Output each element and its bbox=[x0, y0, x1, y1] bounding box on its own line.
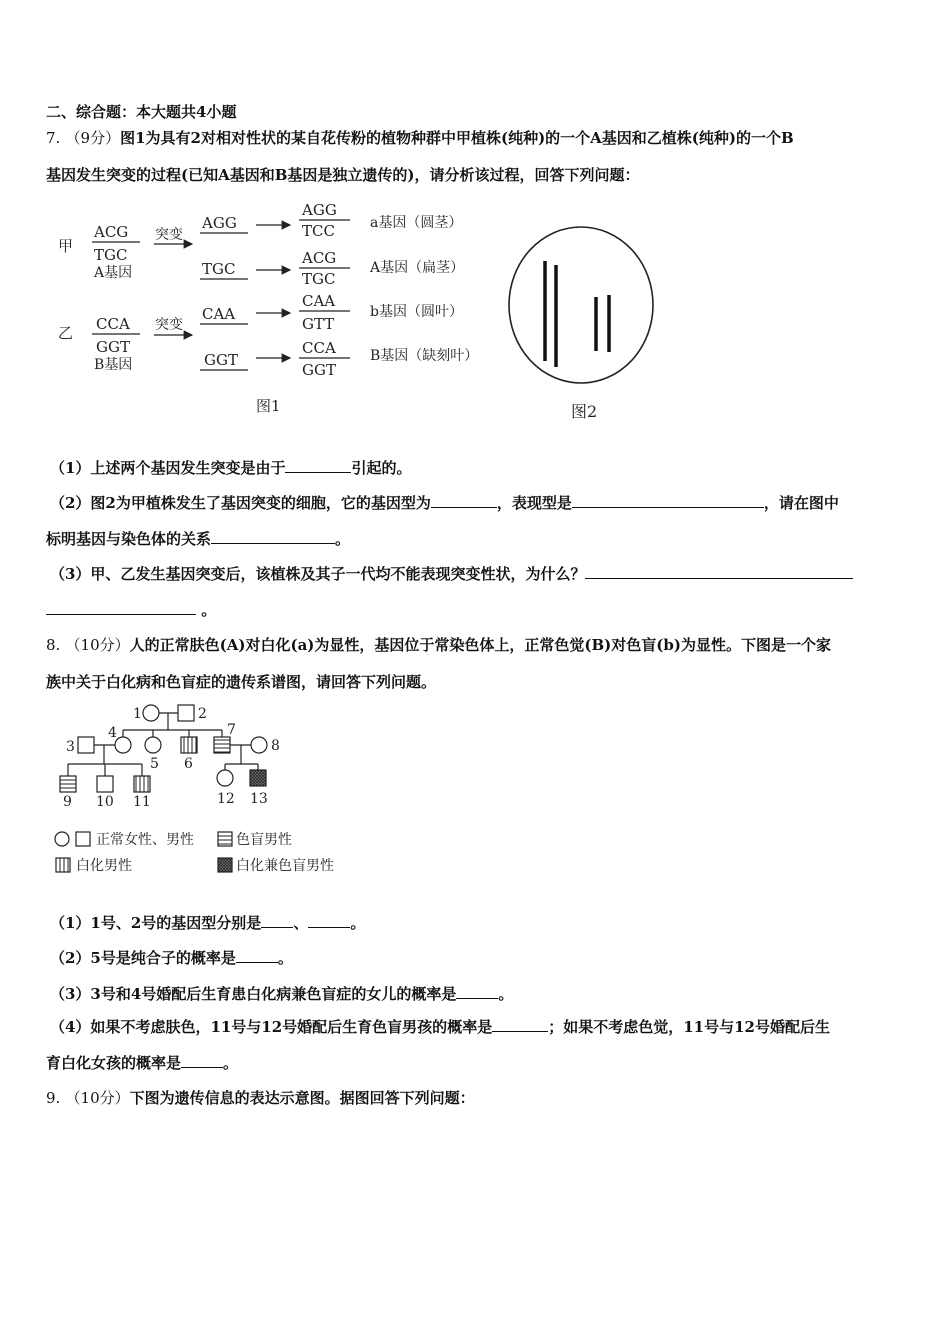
person-2 bbox=[178, 705, 194, 721]
q8-sub3-end: 。 bbox=[498, 985, 514, 1003]
legend-albino-icon bbox=[56, 858, 70, 872]
r1-label: a基因（圆茎） bbox=[370, 215, 463, 231]
q8-sub4-text-c: 育白化女孩的概率是 bbox=[46, 1054, 182, 1072]
q7-sub2 bbox=[50, 493, 839, 513]
label-10: 10 bbox=[96, 794, 114, 810]
legend-colorblind-text: 色盲男性 bbox=[236, 832, 292, 848]
legend-normal-female-icon bbox=[55, 832, 69, 846]
q7-sub2-text-c: ，请在图中 bbox=[763, 494, 839, 512]
label-yi: 乙 bbox=[58, 324, 74, 342]
q8-stem-line2: 族中关于白化病和色盲症的遗传系谱图，请回答下列问题。 bbox=[46, 673, 437, 691]
person-7 bbox=[214, 737, 230, 753]
q8-sub4-text: （4）如果不考虑肤色，11号与12号婚配后生育色盲男孩的概率是 bbox=[50, 1018, 493, 1036]
r2-top: ACG bbox=[302, 249, 337, 267]
label-4: 4 bbox=[108, 725, 117, 741]
q7-sub1-text: （1）上述两个基因发生突变是由于 bbox=[50, 459, 286, 477]
q7-sub3-line2 bbox=[46, 600, 216, 620]
legend-colorblind-icon bbox=[218, 832, 232, 846]
q7-sub2-text-b: ，表现型是 bbox=[496, 494, 572, 512]
label-8: 8 bbox=[271, 738, 280, 754]
label-9: 9 bbox=[63, 794, 72, 810]
person-10 bbox=[97, 776, 113, 792]
q9-score: （10分） bbox=[65, 1089, 130, 1107]
q7-sub3-end: 。 bbox=[201, 601, 217, 619]
yi-mut-strand-2: GGT bbox=[204, 351, 238, 369]
q7-sub3-text: （3）甲、乙发生基因突变后，该植株及其子一代均不能表现突变性状，为什么？ bbox=[50, 565, 586, 583]
q7-stem-text1: 图1为具有2对相对性状的某自花传粉的植物种群中甲植株(纯种)的一个A基因和乙植株(纯种)的一个B bbox=[120, 129, 794, 147]
label-6: 6 bbox=[184, 756, 193, 772]
cell-outline bbox=[509, 227, 653, 383]
label-11: 11 bbox=[133, 794, 151, 810]
q8-sub4-end: 。 bbox=[223, 1054, 239, 1072]
q7-sub1-end: 引起的。 bbox=[351, 459, 412, 477]
q8-sub4-blank-1[interactable] bbox=[492, 1017, 548, 1032]
yi-bottom-strand: GGT bbox=[96, 338, 130, 356]
person-1 bbox=[143, 705, 159, 721]
person-5 bbox=[145, 737, 161, 753]
r4-bottom: GGT bbox=[302, 361, 336, 379]
q8-sub3-blank[interactable] bbox=[456, 984, 498, 999]
q9-stem-text: 下图为遗传信息的表达示意图。据图回答下列问题： bbox=[129, 1089, 475, 1107]
person-6 bbox=[181, 737, 197, 753]
r1-bottom: TCC bbox=[302, 222, 335, 240]
q7-sub2-blank-genotype[interactable] bbox=[431, 493, 497, 508]
yi-top-strand: CCA bbox=[96, 315, 130, 333]
person-12 bbox=[217, 770, 233, 786]
q8-sub4-blank-2[interactable] bbox=[181, 1053, 223, 1068]
q8-sub1-blank-1[interactable] bbox=[261, 913, 293, 928]
q8-sub2-text: （2）5号是纯合子的概率是 bbox=[50, 949, 236, 967]
q7-sub2-line2 bbox=[46, 529, 350, 549]
legend-albino-text: 白化男性 bbox=[76, 858, 132, 874]
q8-sub1-blank-2[interactable] bbox=[308, 913, 350, 928]
person-9 bbox=[60, 776, 76, 792]
q7-sub3-blank-cont[interactable] bbox=[46, 600, 196, 615]
legend-normal-text: 正常女性、男性 bbox=[96, 832, 194, 848]
person-11 bbox=[134, 776, 150, 792]
q8-sub2-end: 。 bbox=[277, 949, 293, 967]
figure2-caption: 图2 bbox=[571, 402, 598, 421]
label-12: 12 bbox=[217, 791, 235, 807]
person-4 bbox=[115, 737, 131, 753]
q8-sub1-text: （1）1号、2号的基因型分别是 bbox=[50, 914, 262, 932]
jia-gene-label: A基因 bbox=[94, 265, 133, 281]
person-3 bbox=[78, 737, 94, 753]
q8-sub3 bbox=[50, 984, 513, 1004]
q8-sub4 bbox=[50, 1017, 830, 1037]
q7-number: 7. bbox=[46, 129, 61, 147]
q8-score: （10分） bbox=[65, 636, 130, 654]
person-8 bbox=[251, 737, 267, 753]
person-13 bbox=[250, 770, 266, 786]
r4-label: B基因（缺刻叶） bbox=[370, 348, 479, 364]
label-13: 13 bbox=[250, 791, 268, 807]
label-jia: 甲 bbox=[58, 237, 74, 255]
q8-sub4-line2 bbox=[46, 1053, 238, 1073]
q7-sub1 bbox=[50, 458, 411, 478]
jia-mutation-label: 突变 bbox=[155, 227, 183, 243]
q7-sub2-blank-relation[interactable] bbox=[211, 529, 335, 544]
q7-sub2-end: 。 bbox=[335, 530, 351, 548]
q9-number: 9. bbox=[46, 1089, 61, 1107]
q8-sub2-blank[interactable] bbox=[236, 948, 278, 963]
q8-sub1-sep: 、 bbox=[293, 914, 309, 932]
yi-mutation-label: 突变 bbox=[155, 317, 183, 333]
q8-sub1 bbox=[50, 913, 365, 933]
section-title: 二、综合题：本大题共4小题 bbox=[46, 103, 237, 121]
yi-mut-strand-1: CAA bbox=[202, 305, 236, 323]
q7-sub2-text-d: 标明基因与染色体的关系 bbox=[46, 530, 212, 548]
r3-label: b基因（圆叶） bbox=[370, 304, 463, 320]
r4-top: CCA bbox=[302, 339, 336, 357]
jia-mut-strand-2: TGC bbox=[202, 260, 236, 278]
pedigree-chart bbox=[50, 698, 360, 888]
q8-sub2 bbox=[50, 948, 293, 968]
label-3: 3 bbox=[66, 739, 75, 755]
q7-sub3-blank[interactable] bbox=[585, 564, 853, 579]
q7-stem-line1 bbox=[46, 128, 794, 148]
q8-sub4-text-b: ；如果不考虑色觉，11号与12号婚配后生 bbox=[548, 1018, 830, 1036]
r3-bottom: GTT bbox=[302, 315, 335, 333]
q8-stem-line1 bbox=[46, 635, 831, 655]
r1-top: AGG bbox=[302, 201, 337, 219]
jia-mut-strand-1: AGG bbox=[202, 214, 237, 232]
legend-both-text: 白化兼色盲男性 bbox=[236, 858, 334, 874]
q7-sub2-text: （2）图2为甲植株发生了基因突变的细胞，它的基因型为 bbox=[50, 494, 431, 512]
q8-sub1-end: 。 bbox=[350, 914, 366, 932]
legend-normal-male-icon bbox=[76, 832, 90, 846]
r2-label: A基因（扁茎） bbox=[370, 260, 465, 276]
jia-top-strand: ACG bbox=[94, 223, 129, 241]
jia-bottom-strand: TGC bbox=[94, 246, 128, 264]
q9-stem bbox=[46, 1088, 475, 1108]
figure1-caption: 图1 bbox=[256, 397, 281, 415]
figure-2 bbox=[505, 225, 665, 425]
yi-gene-label: B基因 bbox=[94, 357, 133, 373]
label-1: 1 bbox=[133, 706, 142, 722]
r2-bottom: TGC bbox=[302, 270, 336, 288]
r3-top: CAA bbox=[302, 292, 336, 310]
label-5: 5 bbox=[150, 756, 159, 772]
q8-stem-text1: 人的正常肤色(A)对白化(a)为显性，基因位于常染色体上，正常色觉(B)对色盲(b)为显性。下图是一个家 bbox=[129, 636, 831, 654]
q7-sub1-blank[interactable] bbox=[285, 458, 351, 473]
q7-score: （9分） bbox=[65, 129, 121, 147]
q8-sub3-text: （3）3号和4号婚配后生育患白化病兼色盲症的女儿的概率是 bbox=[50, 985, 457, 1003]
q7-sub2-blank-phenotype[interactable] bbox=[572, 493, 764, 508]
legend-both-icon bbox=[218, 858, 232, 872]
q7-stem-line2: 基因发生突变的过程(已知A基因和B基因是独立遗传的)，请分析该过程，回答下列问题： bbox=[46, 166, 640, 184]
q7-sub3 bbox=[50, 564, 853, 584]
label-7: 7 bbox=[227, 722, 236, 738]
figure-1 bbox=[50, 195, 500, 425]
q8-number: 8. bbox=[46, 636, 61, 654]
label-2: 2 bbox=[198, 706, 207, 722]
